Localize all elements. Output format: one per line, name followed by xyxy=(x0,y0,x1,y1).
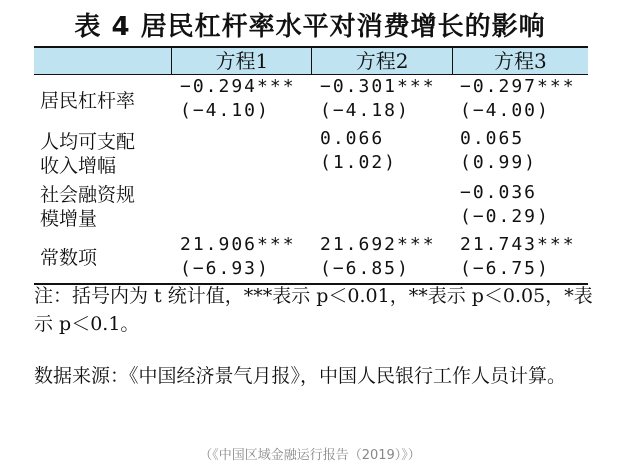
table-cell xyxy=(452,233,588,283)
row-label xyxy=(34,181,172,233)
table-cell xyxy=(172,233,312,283)
coefficient: −0.294*** xyxy=(180,76,296,97)
row-label-line: 模增量 xyxy=(40,208,98,230)
table-cell xyxy=(312,181,452,233)
t-statistic: (−6.75) xyxy=(460,258,550,279)
coefficient: −0.036 xyxy=(460,182,538,203)
table-cell xyxy=(452,75,588,127)
row-label-line: 常数项 xyxy=(40,247,98,269)
coefficient: −0.301*** xyxy=(320,76,436,97)
data-source-note: 数据来源：《中国经济景气月报》，中国人民银行工作人员计算。 xyxy=(34,365,567,387)
t-statistic: (−4.18) xyxy=(320,100,410,121)
row-label xyxy=(34,127,172,181)
coefficient: 0.065 xyxy=(460,128,525,149)
header-cell-equation-1: 方程1 xyxy=(171,48,311,74)
table-cell xyxy=(172,181,312,233)
table-row-constant xyxy=(34,233,588,283)
image-caption: （《中国区域金融运行报告（2019）》） xyxy=(199,448,421,463)
coefficient: 21.906*** xyxy=(180,234,296,255)
table-cell xyxy=(172,75,312,127)
t-statistic: (−6.85) xyxy=(320,258,410,279)
t-statistic: (−4.10) xyxy=(180,100,270,121)
row-label xyxy=(34,75,172,127)
header-cell-empty xyxy=(34,48,171,74)
table-note: 注：括号内为 t 统计值，***表示 p＜0.01，**表示 p＜0.05，*表示 p＜0.1。 xyxy=(34,285,593,335)
t-statistic: (−4.00) xyxy=(460,100,550,121)
header-cell-equation-3: 方程3 xyxy=(452,48,588,74)
row-label xyxy=(34,233,172,283)
table-row-social-financing xyxy=(34,181,588,233)
row-label-line: 人均可支配 xyxy=(40,131,136,153)
table-row-household-leverage xyxy=(34,75,588,127)
t-statistic: (0.99) xyxy=(460,152,538,173)
table-title: 表 4 居民杠杆率水平对消费增长的影响 xyxy=(74,12,546,42)
regression-table xyxy=(34,46,588,285)
t-statistic: (1.02) xyxy=(320,152,398,173)
t-statistic: (−0.29) xyxy=(460,206,550,227)
row-label-line: 居民杠杆率 xyxy=(40,90,136,112)
coefficient: 21.692*** xyxy=(320,234,436,255)
t-statistic: (−6.93) xyxy=(180,258,270,279)
table-cell xyxy=(312,75,452,127)
table-cell xyxy=(312,233,452,283)
row-label-line: 社会融资规 xyxy=(40,184,136,206)
table-row-disposable-income xyxy=(34,127,588,181)
header-cell-equation-2: 方程2 xyxy=(311,48,451,74)
table-cell xyxy=(172,127,312,181)
coefficient: 0.066 xyxy=(320,128,385,149)
coefficient: −0.297*** xyxy=(460,76,576,97)
row-label-line: 收入增幅 xyxy=(40,155,117,177)
table-header-row xyxy=(34,48,588,75)
table-cell xyxy=(452,127,588,181)
table-cell xyxy=(312,127,452,181)
coefficient: 21.743*** xyxy=(460,234,576,255)
table-cell xyxy=(452,181,588,233)
